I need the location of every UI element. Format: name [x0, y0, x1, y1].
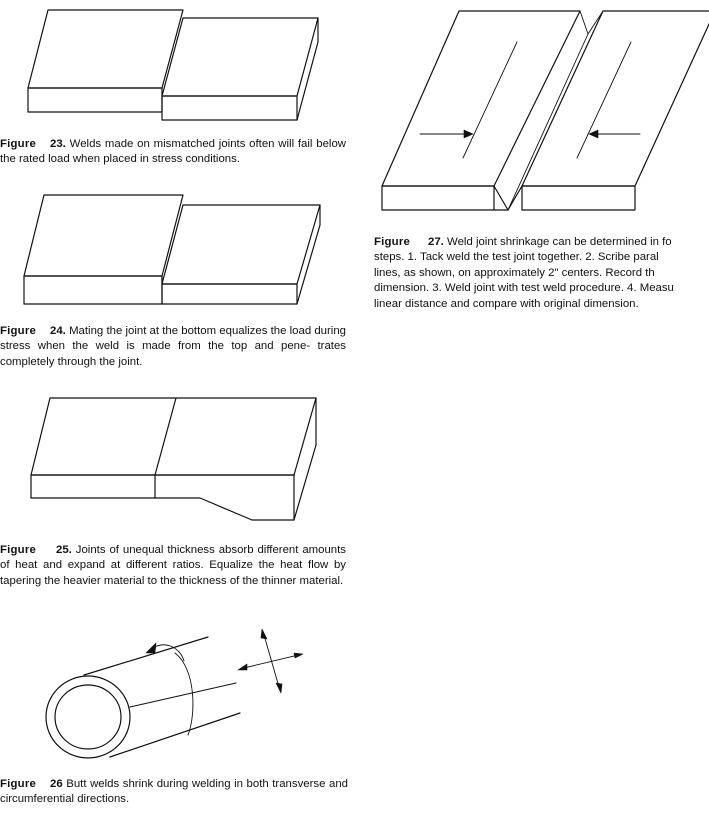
- figure-26-transverse-arrows: [238, 629, 303, 693]
- figure-27-line-1: [374, 235, 709, 250]
- figure-23-right-plate: [162, 18, 318, 120]
- figure-25-text: Joints of unequal thickness absorb different amounts of heat and expand at different ratios. Equalize the heat flow by tapering the heavier material to the thickness of the thinner material.: [0, 544, 347, 587]
- figure-26-pipe: [46, 637, 240, 758]
- figure-23-number: 23.: [50, 138, 66, 150]
- figure-27-scribe-line-right: [577, 42, 631, 158]
- figure-24-label: Figure: [0, 325, 37, 337]
- figure-25-label: Figure: [0, 544, 37, 556]
- figure-23-label: Figure: [0, 138, 37, 150]
- figure-24-right-plate: [162, 205, 320, 304]
- figure-23-drawing: [0, 0, 340, 130]
- figure-23-text: Welds made on mismatched joints often will fail below the rated load when placed in stress conditions.: [0, 138, 347, 166]
- figure-27-text-line-3: lines, as shown, on approximately 2" centers. Record th: [374, 266, 655, 279]
- figure-24-caption: [0, 324, 346, 370]
- figure-25-number: 25.: [56, 544, 72, 556]
- figure-27-caption: [374, 235, 709, 312]
- figure-27-number: 27.: [428, 236, 444, 248]
- figure-27-text-line-4: dimension. 3. Weld joint with test weld procedure. 4. Measu: [374, 282, 674, 295]
- figure-27-drawing: [370, 0, 709, 220]
- figure-27-scribe-line-left: [463, 42, 517, 158]
- figure-24-number: 24.: [50, 325, 66, 337]
- figure-26-label: Figure: [0, 778, 37, 790]
- figure-26-caption: [0, 777, 348, 808]
- figure-27-measure-arrow-right: [589, 130, 640, 138]
- figure-27-right-plate: [508, 11, 709, 210]
- figure-27-text-line-1: Weld joint shrinkage can be determined in fo: [447, 236, 672, 248]
- figure-24-left-plate: [24, 195, 183, 304]
- figure-27-measure-arrow-left: [420, 130, 473, 138]
- figure-26-number: 26: [50, 778, 63, 790]
- figure-25-caption: [0, 543, 346, 589]
- figure-25-joint: [31, 398, 316, 520]
- figure-23-caption: [0, 137, 346, 168]
- figure-27-text-line-2: steps. 1. Tack weld the test joint together. 2. Scribe paral: [374, 251, 659, 264]
- figure-27-left-plate: [382, 11, 580, 210]
- figure-23-left-plate: [28, 10, 183, 112]
- figure-24-drawing: [0, 185, 340, 315]
- figure-26-text: Butt welds shrink during welding in both transverse and circumferential directions.: [0, 778, 348, 806]
- figure-27-text-line-5: linear distance and compare with original dimension.: [374, 297, 639, 310]
- figure-27-label: Figure: [374, 236, 411, 248]
- figure-25-drawing: [0, 390, 340, 530]
- figure-24-text: Mating the joint at the bottom equalizes the load during stress when the weld is made from the top and pene- trates completely through the joint.: [0, 325, 347, 368]
- figure-26-drawing: [0, 625, 340, 775]
